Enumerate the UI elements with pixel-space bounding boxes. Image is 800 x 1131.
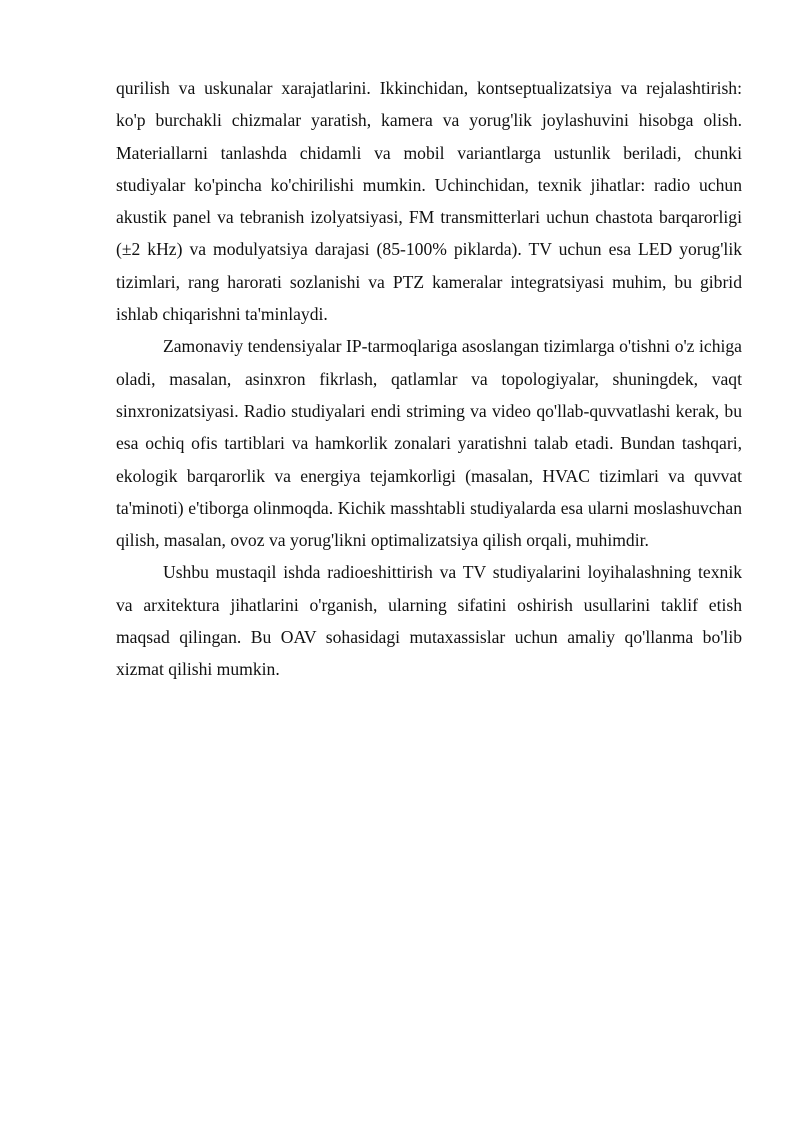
body-text bbox=[116, 72, 742, 686]
paragraph-work-purpose: Ushbu mustaqil ishda radioeshittirish va TV studiyalarini loyihalashning texnik va arxitektura jihatlarini o'rganish, ularning sifatini oshirish usullarini taklif etish maqsad qilingan. Bu OAV sohasidagi mutaxassislar uchun amaliy qo'llanma bo'lib xizmat qilishi mumkin. bbox=[116, 562, 742, 680]
paragraph-continuation: qurilish va uskunalar xarajatlarini. Ikkinchidan, kontseptualizatsiya va rejalashtirish: ko'p burchakli chizmalar yaratish, kamera va yorug'lik joylashuvini hisobga olish. Materiallarni tanlashda chidamli va mobil variantlarga ustunlik beriladi, chunki studiyalar ko'pincha ko'chirilishi mumkin. Uchinchidan, texnik jihatlar: radio uchun akustik panel va tebranish izolyatsiyasi, FM transmitterlari uchun chastota barqarorligi (±2 kHz) va modulyatsiya darajasi (85-100% piklarda). TV uchun esa LED yorug'lik tizimlari, rang harorati sozlanishi va PTZ kameralar integratsiyasi muhim, bu gibrid ishlab chiqarishni ta'minlaydi. bbox=[116, 78, 742, 325]
paragraph-modern-trends: Zamonaviy tendensiyalar IP-tarmoqlariga asoslangan tizimlarga o'tishni o'z ichiga oladi, masalan, asinxron fikrlash, qatlamlar va topologiyalar, shuningdek, vaqt sinxronizatsiyasi. Radio studiyalari endi striming va video qo'llab-quvvatlashi kerak, bu esa ochiq ofis tartiblari va hamkorlik zonalari yaratishni talab etadi. Bundan tashqari, ekologik barqarorlik va energiya tejamkorligi (masalan, HVAC tizimlari va quvvat ta'minoti) e'tiborga olinmoqda. Kichik masshtabli studiyalarda esa ularni moslashuvchan qilish, masalan, ovoz va yorug'likni optimalizatsiya qilish orqali, muhimdir. bbox=[116, 336, 742, 551]
